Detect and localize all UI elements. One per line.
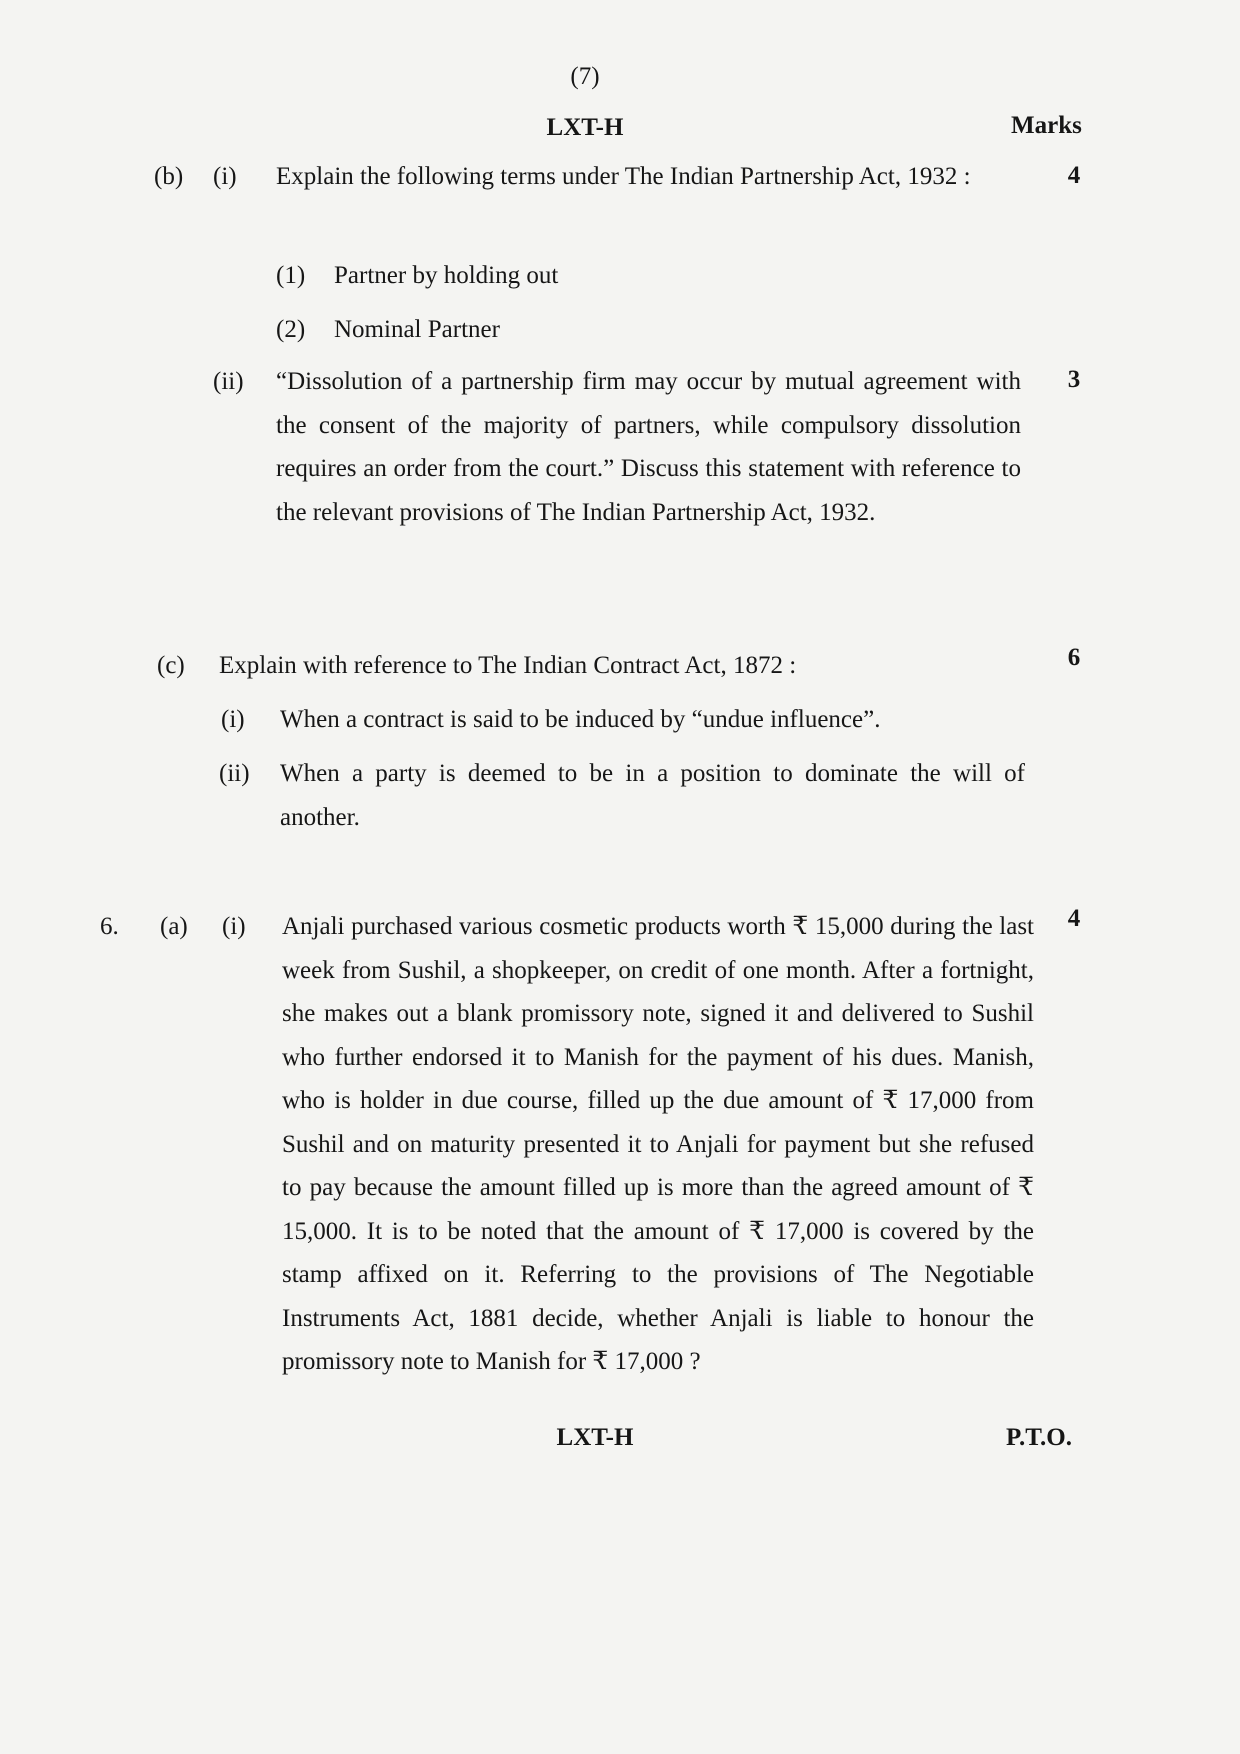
question-c-i-text: When a contract is said to be induced by “undue influence”. <box>280 706 881 733</box>
term-number-2: (2) <box>276 316 306 343</box>
part-label-b-ii: (ii) <box>213 368 244 395</box>
term-partner-by-holding-out: Partner by holding out <box>334 262 559 289</box>
sub-question-label-b: (b) <box>154 163 184 190</box>
question-6a-i-text: Anjali purchased various cosmetic products worth ₹ 15,000 during the last week from Sushil, a shopkeeper, on credit of one month. After a fortnight, she makes out a blank promissory note, signed it and delivered to Sushil who further endorsed it to Manish for the payment of his dues. Manish, who is holder in due course, filled up the due amount of ₹ 17,000 from Sushil and on maturity presented it to Anjali for payment but she refused to pay because the amount filled up is more than the agreed amount of ₹ 15,000. It is to be noted that the amount of ₹ 17,000 is covered by the stamp affixed on it. Referring to the provisions of The Negotiable Instruments Act, 1881 decide, whether Anjali is liable to honour the promissory note to Manish for ₹ 17,000 ? <box>282 913 1034 1375</box>
marks-6a-i: 4 <box>1067 905 1081 932</box>
paper-code-header: LXT-H <box>546 114 624 141</box>
marks-c: 6 <box>1067 644 1081 671</box>
marks-b-i: 4 <box>1067 162 1081 189</box>
question-number-6: 6. <box>100 913 119 940</box>
part-label-6a-i: (i) <box>222 913 246 940</box>
page-number: (7) <box>570 63 600 90</box>
part-label-c-i: (i) <box>221 706 245 733</box>
question-c-text: Explain with reference to The Indian Contract Act, 1872 : <box>219 652 797 679</box>
question-c-ii-text: When a party is deemed to be in a position to dominate the will of another. <box>280 760 1025 831</box>
term-nominal-partner: Nominal Partner <box>334 316 500 343</box>
marks-heading: Marks <box>1011 112 1082 139</box>
marks-b-ii: 3 <box>1067 366 1081 393</box>
sub-question-label-6a: (a) <box>160 913 188 940</box>
question-b-ii-text: “Dissolution of a partnership firm may occur by mutual agreement with the consent of the majority of partners, while compulsory dissolution requires an order from the court.” Discuss this statement with reference to the relevant provisions of The Indian Partnership Act, 1932. <box>276 368 1021 526</box>
paper-code-footer: LXT-H <box>556 1424 634 1451</box>
term-number-1: (1) <box>276 262 306 289</box>
sub-question-label-c: (c) <box>157 652 185 679</box>
part-label-b-i: (i) <box>213 163 237 190</box>
please-turn-over: P.T.O. <box>1006 1424 1072 1451</box>
part-label-c-ii: (ii) <box>219 760 250 787</box>
question-b-i-text: Explain the following terms under The Indian Partnership Act, 1932 : <box>276 163 971 190</box>
